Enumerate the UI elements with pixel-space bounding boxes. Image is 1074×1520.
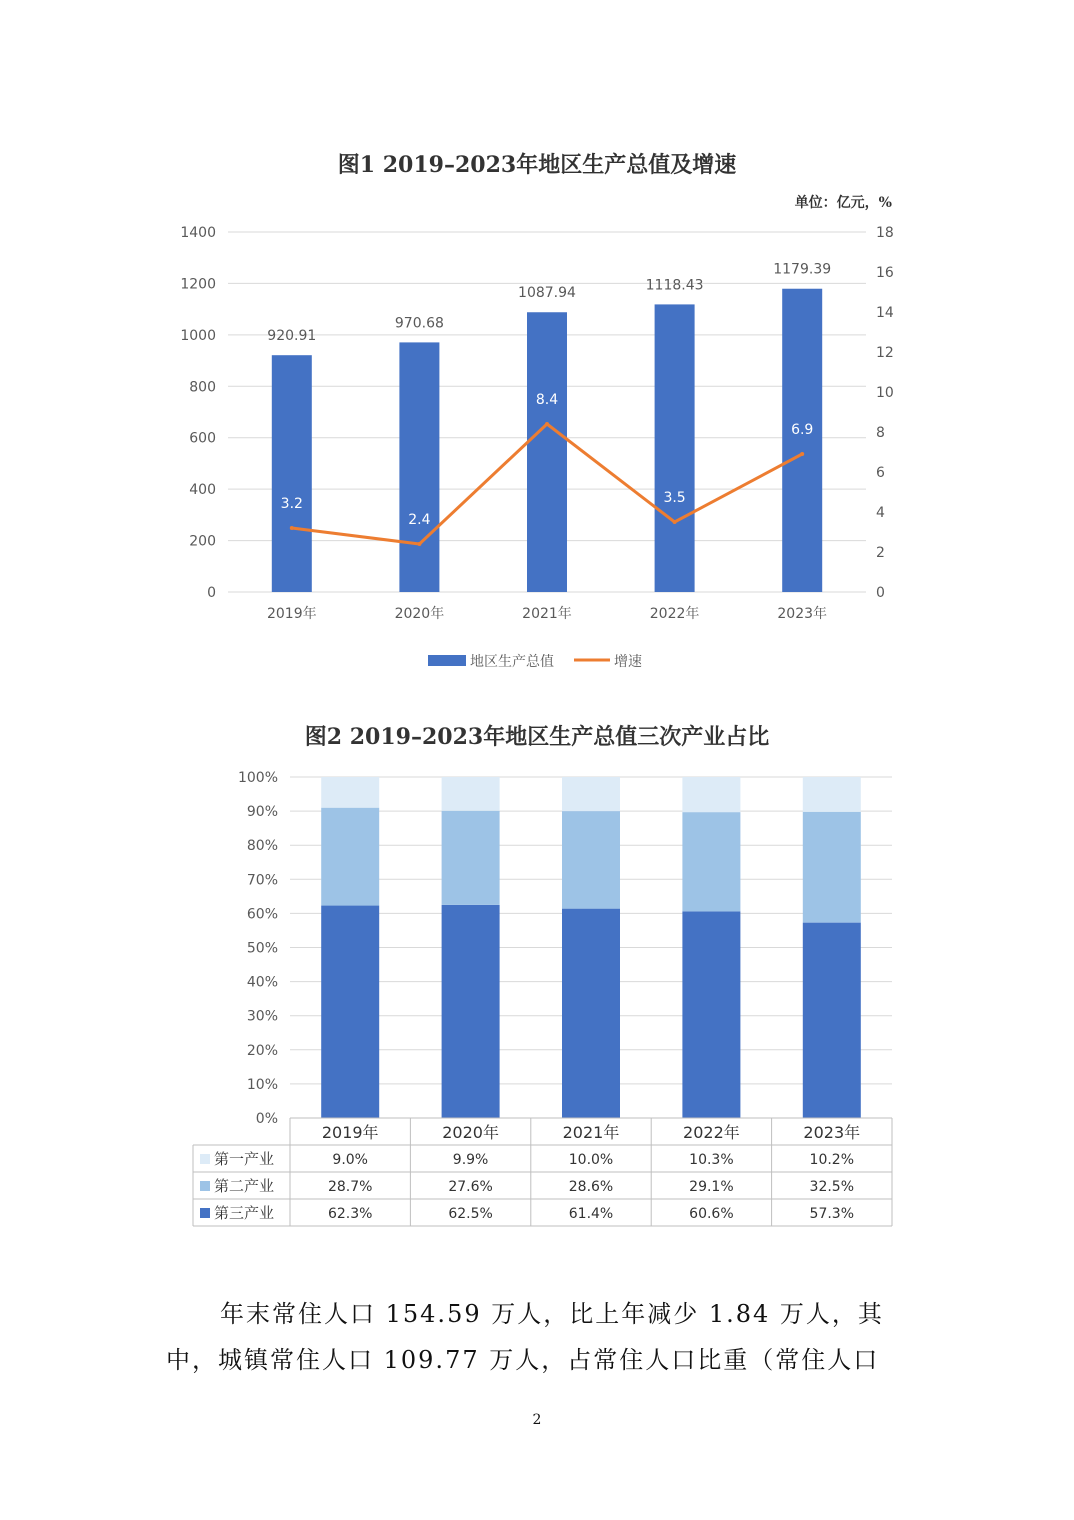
y-tick-label: 10%: [246, 1076, 278, 1093]
y2-tick-label: 14: [876, 305, 894, 321]
growth-data-label: 8.4: [535, 392, 559, 408]
x-tick-label: 2021年: [522, 606, 572, 622]
y2-tick-label: 10: [876, 385, 894, 401]
primary-industry-segment: [803, 777, 861, 812]
y-tick-label: 100%: [237, 770, 278, 786]
gdp-data-label: 1087.94: [518, 285, 576, 302]
growth-data-label: 6.9: [791, 422, 814, 438]
growth-data-label: 3.5: [663, 490, 686, 506]
table-header-year: 2020年: [442, 1123, 499, 1142]
table-cell-value: 29.1%: [689, 1179, 734, 1195]
tertiary-industry-segment: [321, 906, 379, 1118]
table-cell-value: 32.5%: [809, 1179, 855, 1195]
tertiary-industry-segment: [442, 905, 500, 1118]
table-header-year: 2023年: [803, 1123, 861, 1142]
secondary-industry-segment: [442, 811, 500, 905]
tertiary-industry-segment: [803, 923, 861, 1118]
y-tick-label: 400: [189, 482, 216, 499]
tertiary-industry-segment: [682, 911, 740, 1118]
growth-data-label: 2.4: [408, 512, 431, 528]
y2-tick-label: 4: [876, 505, 885, 521]
table-cell-value: 61.4%: [568, 1206, 614, 1222]
y-tick-label: 30%: [246, 1008, 278, 1025]
y-tick-label: 0: [207, 585, 216, 601]
table-cell-value: 27.6%: [448, 1179, 493, 1195]
y-tick-label: 1200: [180, 276, 216, 293]
table-cell-value: 9.9%: [452, 1152, 489, 1168]
figure1-title: 图1 2019–2023年地区生产总值及增速: [337, 152, 737, 178]
y2-tick-label: 2: [876, 545, 885, 561]
table-legend-swatch: [200, 1181, 210, 1191]
tertiary-industry-segment: [562, 909, 620, 1118]
y2-tick-label: 0: [876, 585, 885, 601]
secondary-industry-segment: [682, 812, 740, 911]
table-legend-swatch: [200, 1154, 210, 1164]
gdp-data-label: 920.91: [267, 328, 317, 345]
table-header-year: 2022年: [683, 1123, 740, 1142]
secondary-industry-segment: [803, 812, 861, 923]
legend-bar-label: 地区生产总值: [470, 654, 554, 670]
x-tick-label: 2019年: [266, 606, 317, 622]
y-tick-label: 20%: [246, 1042, 278, 1059]
y-tick-label: 0%: [255, 1111, 278, 1127]
table-cell-value: 28.6%: [568, 1179, 614, 1195]
x-tick-label: 2022年: [649, 606, 700, 622]
y2-tick-label: 18: [876, 225, 894, 241]
y2-tick-label: 16: [876, 265, 894, 281]
secondary-industry-segment: [562, 811, 620, 909]
y2-tick-label: 12: [876, 345, 894, 361]
table-cell-value: 60.6%: [689, 1206, 734, 1222]
table-series-label: 第二产业: [214, 1177, 275, 1195]
figure2-title: 图2 2019–2023年地区生产总值三次产业占比: [304, 724, 770, 750]
table-cell-value: 57.3%: [809, 1206, 855, 1222]
y-tick-label: 50%: [246, 940, 278, 957]
paragraph-line-2: 中，城镇常住人口 109.77 万人，占常住人口比重（常住人口: [166, 1346, 880, 1374]
y-tick-label: 90%: [246, 804, 278, 821]
page-number: 2: [532, 1412, 542, 1428]
x-tick-label: 2023年: [777, 606, 828, 622]
primary-industry-segment: [321, 777, 379, 808]
table-cell-value: 10.0%: [568, 1152, 614, 1168]
y-tick-label: 200: [189, 533, 216, 550]
secondary-industry-segment: [321, 808, 379, 906]
legend-line-label: 增速: [614, 654, 642, 670]
y-tick-label: 600: [189, 430, 216, 447]
y-tick-label: 40%: [246, 974, 278, 991]
gdp-data-label: 1179.39: [773, 261, 832, 278]
primary-industry-segment: [682, 777, 740, 812]
figure1-unit-label: 单位：亿元，%: [794, 195, 892, 211]
y-tick-label: 1400: [180, 225, 216, 241]
table-header-year: 2019年: [321, 1123, 379, 1142]
y2-tick-label: 6: [876, 465, 885, 481]
primary-industry-segment: [442, 777, 500, 811]
table-cell-value: 10.2%: [809, 1152, 855, 1168]
growth-data-label: 3.2: [280, 496, 303, 512]
table-header-year: 2021年: [562, 1123, 620, 1142]
y-tick-label: 800: [189, 379, 216, 396]
y-tick-label: 60%: [246, 906, 278, 923]
y-tick-label: 1000: [180, 327, 216, 344]
table-legend-swatch: [200, 1208, 210, 1218]
table-cell-value: 28.7%: [327, 1179, 373, 1195]
table-series-label: 第一产业: [214, 1150, 275, 1168]
x-tick-label: 2020年: [394, 606, 445, 622]
table-series-label: 第三产业: [214, 1204, 275, 1222]
table-cell-value: 62.5%: [448, 1206, 493, 1222]
paragraph-line-1: 年末常住人口 154.59 万人，比上年减少 1.84 万人，其: [220, 1300, 884, 1328]
table-cell-value: 62.3%: [327, 1206, 373, 1222]
gdp-data-label: 970.68: [394, 315, 444, 332]
table-cell-value: 9.0%: [332, 1152, 368, 1168]
table-cell-value: 10.3%: [689, 1152, 734, 1168]
y2-tick-label: 8: [876, 425, 885, 441]
primary-industry-segment: [562, 777, 620, 811]
gdp-data-label: 1118.43: [645, 277, 704, 294]
y-tick-label: 70%: [246, 872, 278, 889]
y-tick-label: 80%: [246, 838, 278, 855]
